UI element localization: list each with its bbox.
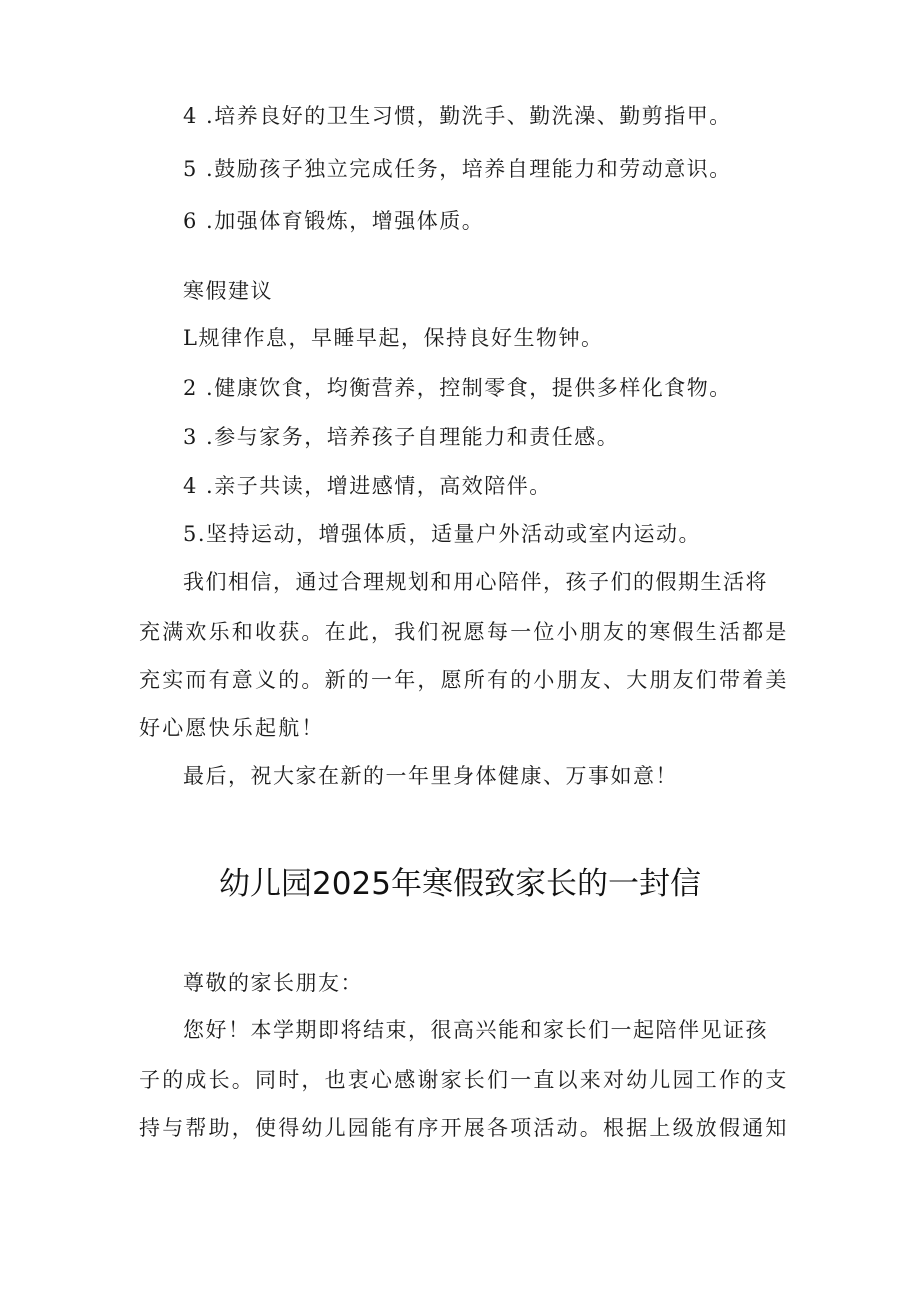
final-wish: 最后，祝大家在新的一年里身体健康、万事如意！ <box>183 764 678 788</box>
closing-paragraph-line: 好心愿快乐起航！ <box>139 716 325 740</box>
letter-body-line: 子的成长。同时，也衷心感谢家长们一直以来对幼儿园工作的支 <box>139 1068 789 1092</box>
list-item: 6 .加强体育锻炼，增强体质。 <box>183 209 485 233</box>
suggestion-item: 4 .亲子共读，增进感情，高效陪伴。 <box>183 474 552 498</box>
letter-body-line: 持与帮助，使得幼儿园能有序开展各项活动。根据上级放假通知 <box>139 1116 789 1140</box>
closing-paragraph-line: 充满欢乐和收获。在此，我们祝愿每一位小朋友的寒假生活都是 <box>139 620 789 644</box>
suggestion-item: 5.坚持运动，增强体质，适量户外活动或室内运动。 <box>183 522 702 546</box>
closing-paragraph-line: 充实而有意义的。新的一年，愿所有的小朋友、大朋友们带着美 <box>139 668 789 692</box>
letter-body-line: 您好！本学期即将结束，很高兴能和家长们一起陪伴见证孩 <box>183 1018 768 1042</box>
list-item: 5 .鼓励孩子独立完成任务，培养自理能力和劳动意识。 <box>183 157 732 181</box>
closing-paragraph-line: 我们相信，通过合理规划和用心陪伴，孩子们的假期生活将 <box>183 570 768 594</box>
letter-title: 幼儿园2025年寒假致家长的一封信 <box>219 866 701 902</box>
suggestion-item: 3 .参与家务，培养孩子自理能力和责任感。 <box>183 425 620 449</box>
suggestion-item: L规律作息，早睡早起，保持良好生物钟。 <box>183 326 604 350</box>
section-heading: 寒假建议 <box>183 279 273 303</box>
suggestion-item: 2 .健康饮食，均衡营养，控制零食，提供多样化食物。 <box>183 376 732 400</box>
letter-greeting: 尊敬的家长朋友： <box>183 971 363 995</box>
list-item: 4 .培养良好的卫生习惯，勤洗手、勤洗澡、勤剪指甲。 <box>183 104 732 128</box>
